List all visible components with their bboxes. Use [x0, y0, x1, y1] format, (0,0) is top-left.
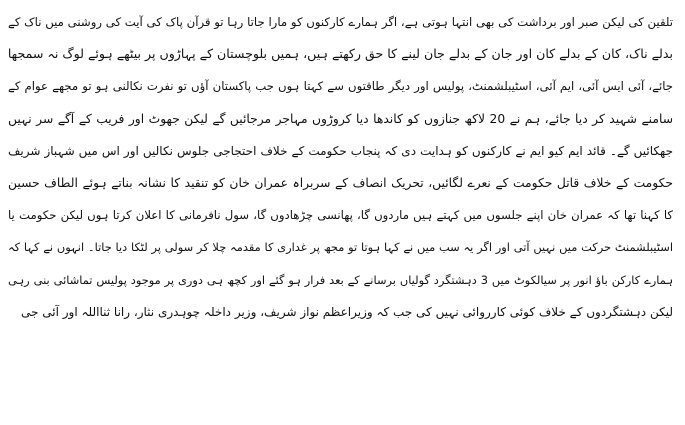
article-line-7: کا کہنا تھا کہ عمران خان اپنے جلسوں میں کہتے ہیں ماردوں گا، پھانسی چڑھادوں گا، سول نافرمانی کا اعلان کرتا ہوں لیکن حکومت یا — [8, 208, 673, 223]
article-line-10: لیکن دہشتگردوں کے خلاف کوئی کارروائی نہیں کی جب کہ وزیراعظم نواز شریف، وزیر داخلہ چوہدری نثار، رانا ثنااللہ اور آئی جی — [21, 304, 673, 319]
article-line-8: اسٹیبلشمنٹ حرکت میں نہیں آتی اور اگر یہ سب میں نے کہا ہوتا تو مجھ پر غداری کا مقدمہ چلا کر سولی پر لٹکا دیا جاتا۔ انہوں نے کہا کہ — [8, 240, 673, 255]
article-line-5: جھکائیں گے۔ قائد ایم کیو ایم نے کارکنوں کو ہدایت دی کہ پنجاب حکومت کے خلاف احتجاجی جلوس نکالیں اور اس میں شہباز شریف — [8, 143, 673, 158]
article-line-9: ہمارے کارکن باؤ انور پر سیالکوٹ میں 3 دہشتگرد گولیاں برسانے کے بعد فرار ہو گئے اور کچھ ہی دوری پر موجود پولیس تماشائی بنی رہی — [8, 272, 673, 287]
urdu-news-article — [8, 6, 673, 328]
article-line-1: تلقین کی لیکن صبر اور برداشت کی بھی انتہا ہوتی ہے، اگر ہمارے کارکنوں کو مارا جاتا رہا تو قرآن پاک کی آیت کی روشنی میں ناک کے — [8, 15, 673, 29]
article-line-6: حکومت کے خلاف قاتل حکومت کے نعرے لگائیں، تحریک انصاف کے سربراہ عمران خان کو تنقید کا نشانہ بناتے ہوئے الطاف حسین — [8, 175, 673, 190]
article-line-4: سامنے شہید کر دیا جائے، ہم نے 20 لاکھ جنازوں کو کاندھا دیا کروڑوں مہاجر مرجائیں گے لیکن جھوٹ اور فریب کے آگے سر نہیں — [8, 111, 673, 126]
article-line-2: بدلے ناک، کان کے بدلے کان اور جان کے بدلے جان لینے کا حق رکھتے ہیں، ہمیں بلوچستان کے پہاڑوں پر بیٹھے ہوئے لوگ نہ سمجھا — [8, 46, 673, 62]
article-line-3: جائے، آئی ایس آئی، ایم آئی، اسٹیبلشمنٹ، پولیس اور دیگر طاقتوں سے کہتا ہوں جب پاکستان آؤں تو نفرت نکالنی ہو تو مجھے عوام کے — [8, 79, 673, 94]
